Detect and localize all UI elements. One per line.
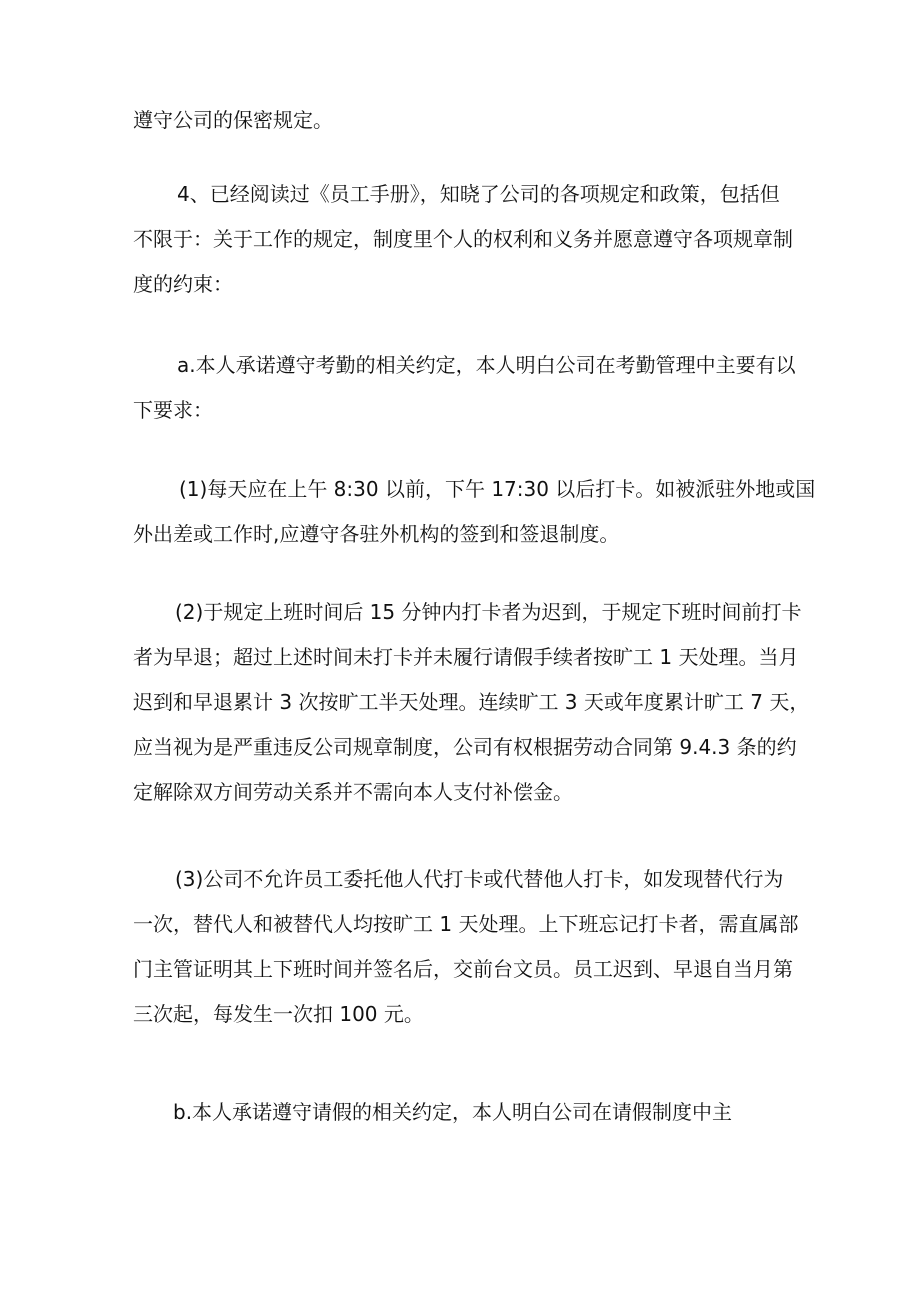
paragraph-confidentiality <box>133 98 813 143</box>
text-line: 外出差或工作时,应遵守各驻外机构的签到和签退制度。 <box>133 522 620 546</box>
paragraph-rule-3 <box>133 857 813 1037</box>
paragraph-rule-1 <box>133 467 816 557</box>
text-line: 定解除双方间劳动关系并不需向本人支付补偿金。 <box>133 780 573 804</box>
paragraph-attendance-commitment <box>133 343 813 433</box>
text-line: (2)于规定上班时间后 15 分钟内打卡者为迟到，于规定下班时间前打卡 <box>175 600 802 624</box>
text-line: 4、已经阅读过《员工手册》，知晓了公司的各项规定和政策，包括但 <box>177 182 780 206</box>
paragraph-employee-handbook <box>133 172 813 307</box>
text-line: (1)每天应在上午 8:30 以前，下午 17:30 以后打卡。如被派驻外地或国 <box>179 477 816 501</box>
text-line: 门主管证明其上下班时间并签名后，交前台文员。员工迟到、早退自当月第 <box>133 957 793 981</box>
paragraph-leave-commitment <box>133 1090 813 1135</box>
text-line: 迟到和早退累计 3 次按旷工半天处理。连续旷工 3 天或年度累计旷工 7 天， <box>133 690 810 714</box>
text-line: 应当视为是严重违反公司规章制度，公司有权根据劳动合同第 9.4.3 条的约 <box>133 735 797 759</box>
text-line: 遵守公司的保密规定。 <box>133 108 333 132</box>
text-line: b.本人承诺遵守请假的相关约定，本人明白公司在请假制度中主 <box>173 1100 733 1124</box>
text-line: 者为早退；超过上述时间未打卡并未履行请假手续者按旷工 1 天处理。当月 <box>133 645 799 669</box>
text-line: 三次起，每发生一次扣 100 元。 <box>133 1002 424 1026</box>
text-line: a.本人承诺遵守考勤的相关约定，本人明白公司在考勤管理中主要有以 <box>177 353 796 377</box>
text-line: 度的约束： <box>133 272 233 296</box>
text-line: 不限于：关于工作的规定，制度里个人的权利和义务并愿意遵守各项规章制 <box>133 227 793 251</box>
paragraph-rule-2 <box>133 590 813 815</box>
text-line: 一次，替代人和被替代人均按旷工 1 天处理。上下班忘记打卡者，需直属部 <box>133 912 799 936</box>
text-line: 下要求： <box>133 398 213 422</box>
text-line: (3)公司不允许员工委托他人代打卡或代替他人打卡，如发现替代行为 <box>175 867 784 891</box>
